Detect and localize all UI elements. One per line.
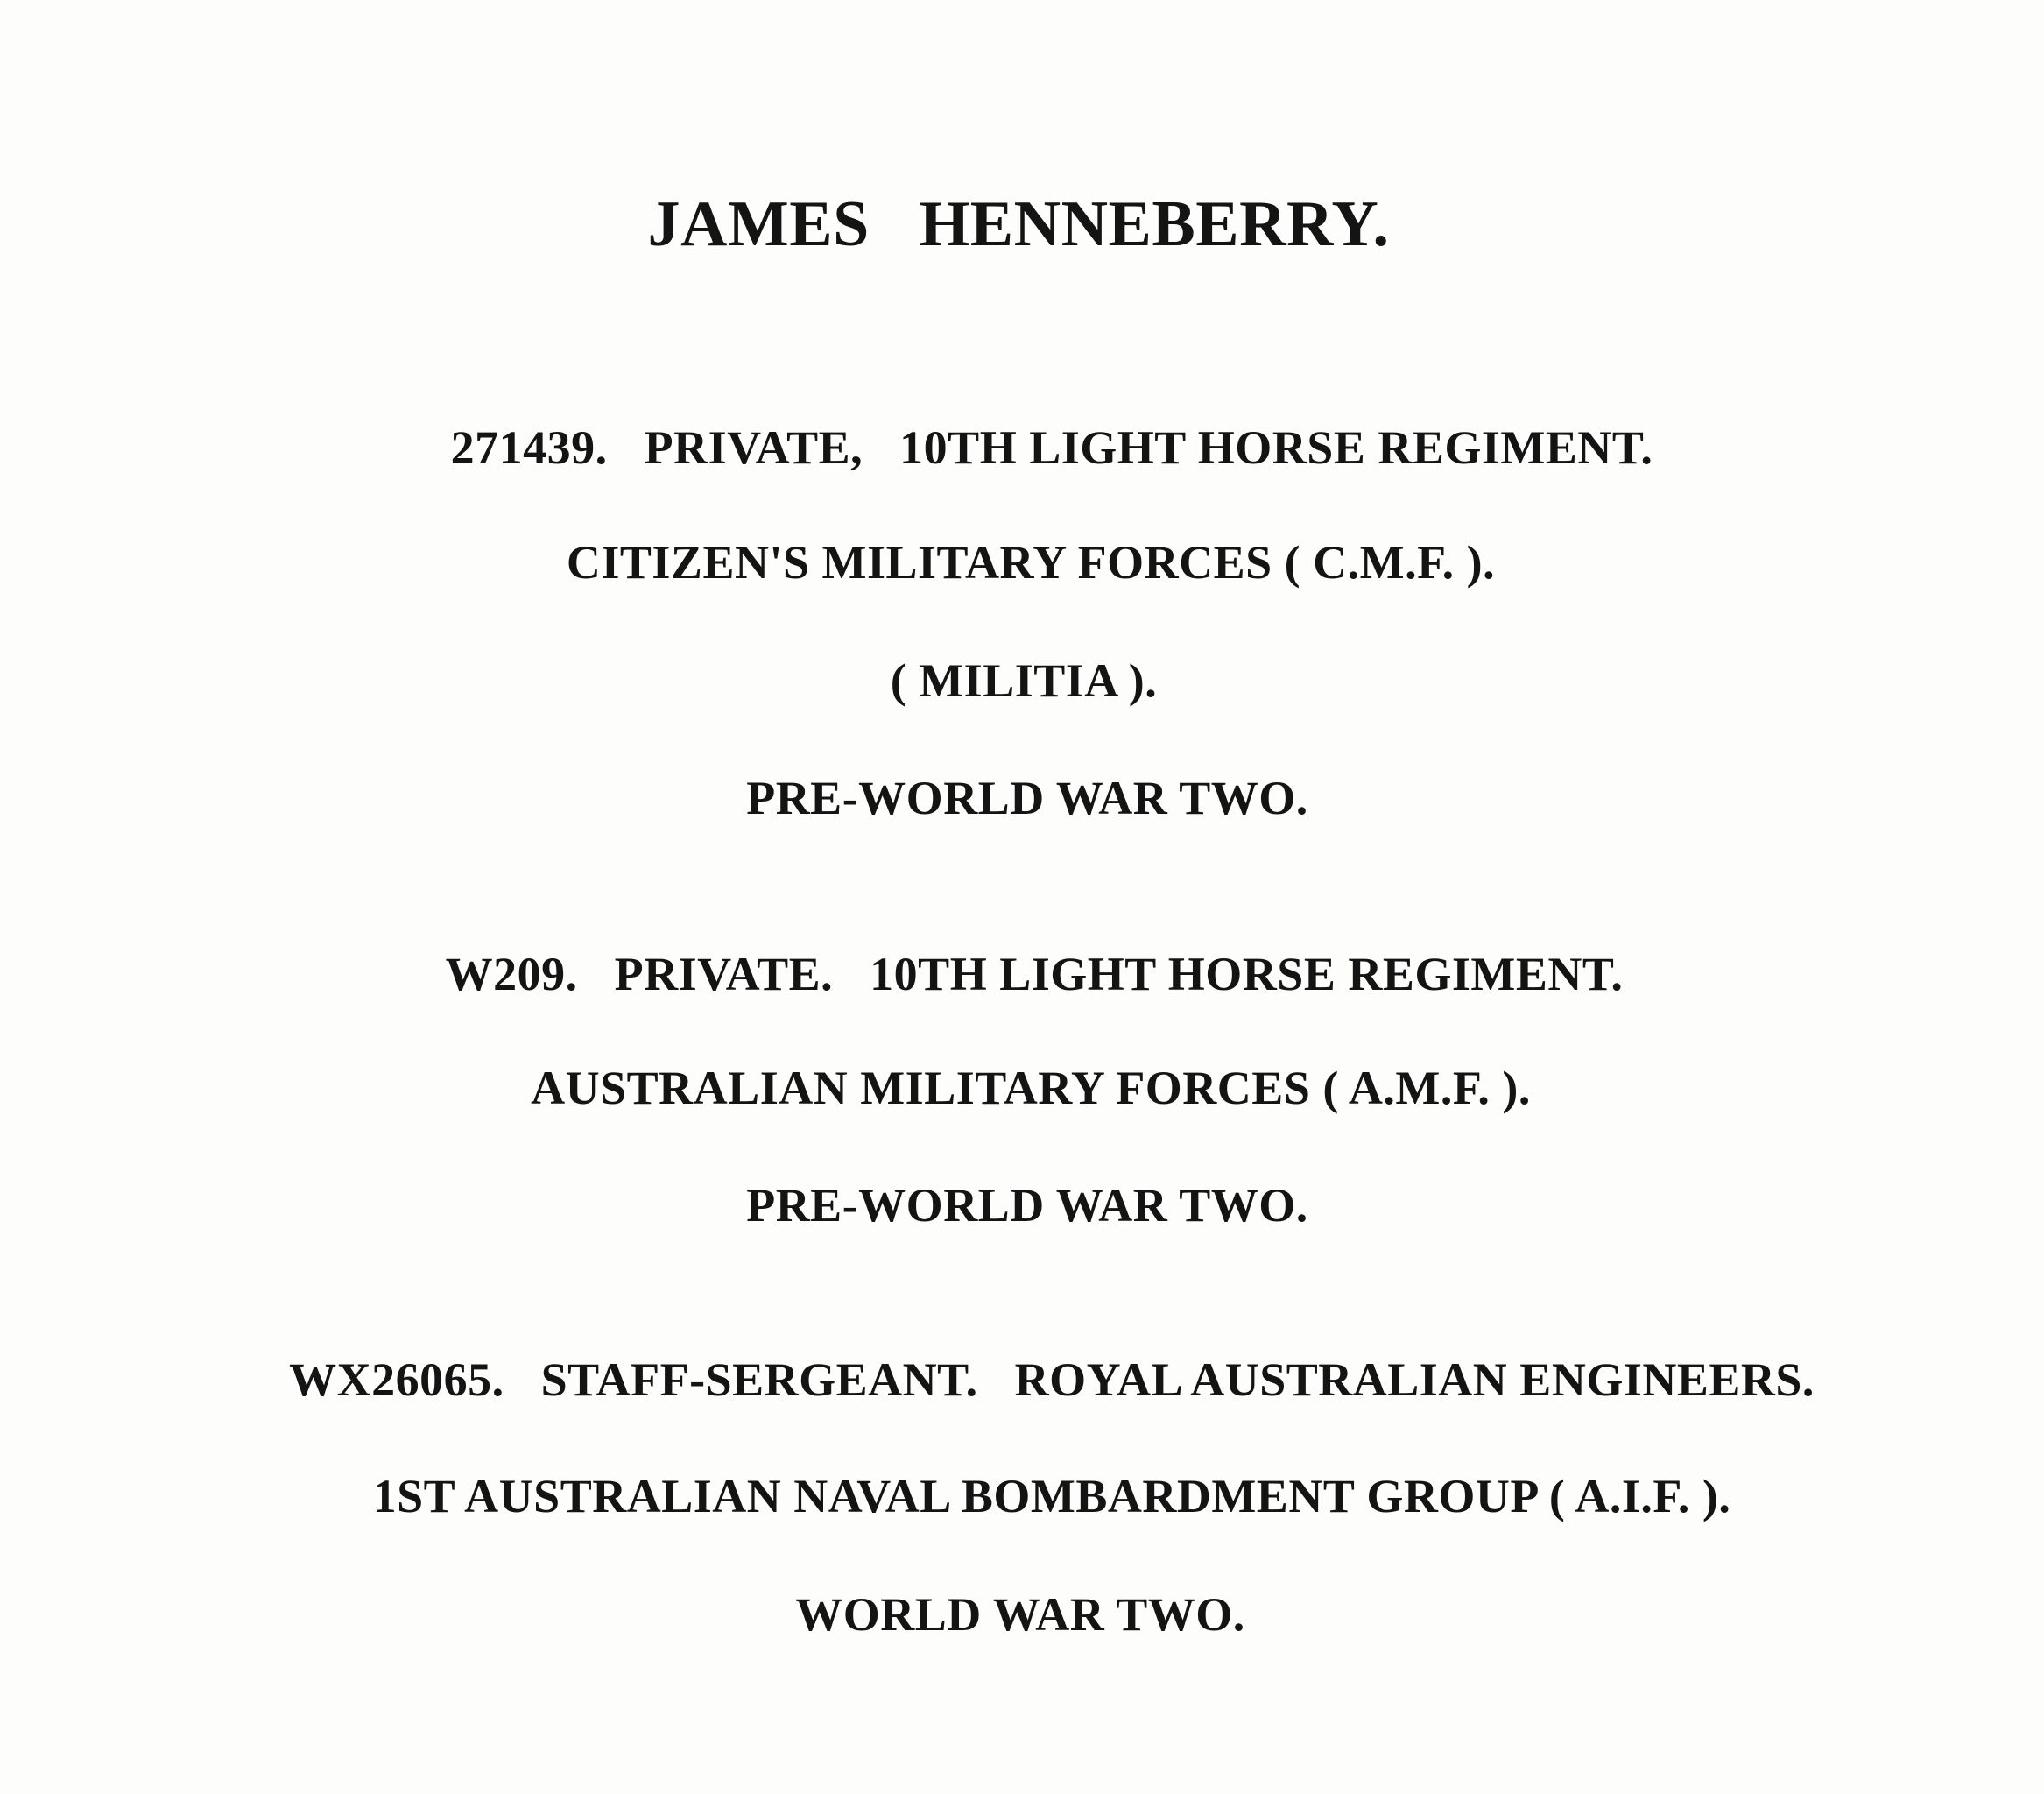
service-number-rank-unit: WX26065. STAFF-SERGEANT. ROYAL AUSTRALIAN ENGINEERS. (289, 1353, 1815, 1406)
service-period: PRE-WORLD WAR TWO. (746, 1179, 1308, 1232)
service-number-rank-unit: 271439. PRIVATE, 10TH LIGHT HORSE REGIMENT. (450, 421, 1653, 474)
force-name: CITIZEN'S MILITARY FORCES ( C.M.F. ). (566, 536, 1496, 589)
service-number-rank-unit: W209. PRIVATE. 10TH LIGHT HORSE REGIMENT. (445, 948, 1624, 1000)
unit-name: 1ST AUSTRALIAN NAVAL BOMBARDMENT GROUP ( A.I.F. ). (372, 1470, 1731, 1522)
service-period: WORLD WAR TWO. (795, 1588, 1245, 1641)
force-name: AUSTRALIAN MILITARY FORCES ( A.M.F. ). (531, 1062, 1531, 1114)
page-title: JAMES HENNEBERRY. (647, 188, 1390, 260)
service-period: PRE-WORLD WAR TWO. (746, 772, 1308, 824)
force-note: ( MILITIA ). (890, 654, 1158, 707)
